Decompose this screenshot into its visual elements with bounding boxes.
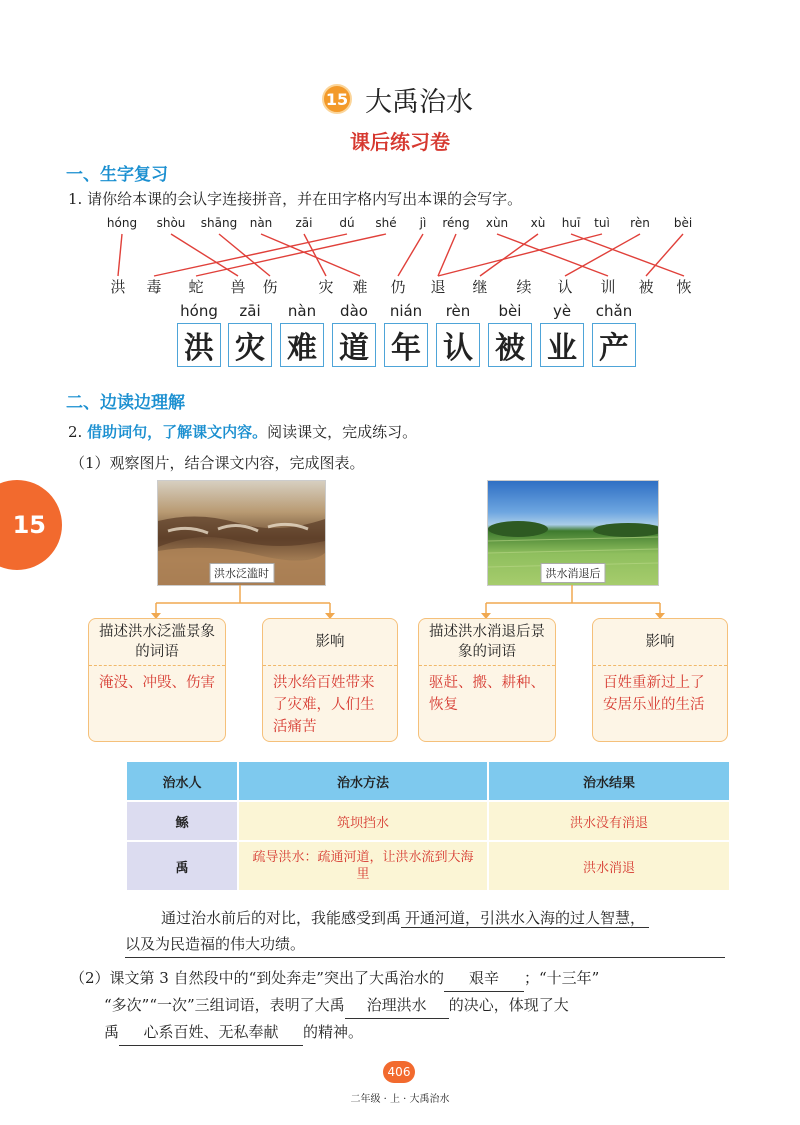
- info-box-answer: 百姓重新过上了安居乐业的生活: [603, 675, 705, 713]
- info-box-recede-words: [418, 618, 556, 742]
- tianzige-cell: 被: [488, 323, 532, 367]
- question-text: 禹: [104, 1023, 120, 1041]
- info-box-head: 描述洪水消退后景象的词语: [419, 619, 555, 666]
- question-2-focus: 借助词句，了解课文内容。: [87, 423, 268, 441]
- table-header-row: [126, 761, 730, 801]
- write-pinyin-item: nàn: [287, 302, 317, 320]
- flood-photo: [157, 480, 326, 586]
- info-box-answer: 驱赶、搬、耕种、恢复: [429, 675, 545, 713]
- tianzige-cell: 认: [436, 323, 480, 367]
- character-item: 仍: [390, 278, 406, 296]
- info-box-head: 影响: [263, 619, 397, 666]
- question-text: 的精神。: [303, 1023, 364, 1041]
- tianzige-cell: 产: [592, 323, 636, 367]
- write-pinyin-item: zāi: [239, 302, 261, 320]
- write-pinyin-item: nián: [389, 302, 423, 320]
- question-2-number: 2.: [68, 423, 83, 441]
- info-box-answer: 洪水给百姓带来了灾难，人们生活痛苦: [273, 675, 375, 735]
- answer-blank: 以及为民造福的伟大功绩。: [125, 931, 725, 958]
- field-photo-caption: 洪水消退后: [541, 563, 606, 583]
- paragraph-text: 通过治水前后的对比，我能感受到禹: [161, 909, 402, 927]
- write-pinyin-item: yè: [552, 302, 572, 320]
- question-text: “多次”“一次”三组词语，表明了大禹: [104, 996, 345, 1014]
- info-box-answer: 淹没、冲毁、伤害: [99, 675, 215, 691]
- pinyin-item: jì: [419, 216, 427, 230]
- pinyin-item: shòu: [156, 216, 186, 230]
- page-subtitle: 课后练习卷: [350, 130, 450, 154]
- tianzige-cell: 业: [540, 323, 584, 367]
- pinyin-item: bèi: [673, 216, 693, 230]
- table-header: 治水人: [126, 761, 238, 801]
- question-2: [68, 421, 417, 442]
- tianzige-cell: 灾: [228, 323, 272, 367]
- character-item: 恢: [676, 278, 692, 296]
- question-2-rest: 阅读课文，完成练习。: [267, 423, 418, 441]
- write-pinyin-item: rèn: [445, 302, 471, 320]
- tianzige-cell: 道: [332, 323, 376, 367]
- pinyin-item: xù: [530, 216, 546, 230]
- info-box-recede-impact: [592, 618, 728, 742]
- table-header: 治水结果: [488, 761, 730, 801]
- character-item: 继: [472, 278, 488, 296]
- pinyin-item: xùn: [485, 216, 509, 230]
- character-item: 洪: [110, 278, 126, 296]
- character-item: 兽: [230, 278, 246, 296]
- pinyin-item: réng: [442, 216, 470, 230]
- lesson-title: 大禹治水: [365, 87, 473, 118]
- character-item: 被: [638, 278, 654, 296]
- question-text: ；“十三年”: [523, 969, 600, 987]
- answer-blank: 开通河道，引洪水入海的过人智慧，: [401, 909, 649, 928]
- tianzige-cell: 年: [384, 323, 428, 367]
- write-pinyin-item: dào: [340, 302, 368, 320]
- footer-text: 二年级 · 上 · 大禹治水: [350, 1094, 450, 1105]
- sub-question-1: （1）观察图片，结合课文内容，完成图表。: [70, 454, 365, 472]
- pinyin-item: shāng: [200, 216, 238, 230]
- field-photo: [487, 480, 659, 586]
- tianzige-cell: 洪: [177, 323, 221, 367]
- flood-photo-caption: 洪水泛滥时: [209, 563, 274, 583]
- question-1: 1. 请你给本课的会认字连接拼音，并在田字格内写出本课的会写字。: [68, 190, 523, 208]
- flood-control-table: [125, 760, 731, 892]
- sub-question-2: [70, 965, 740, 1046]
- table-cell-result: 洪水没有消退: [488, 801, 730, 841]
- question-text: （2）课文第 3 自然段中的“到处奔走”突出了大禹治水的: [70, 969, 444, 987]
- character-item: 退: [430, 278, 446, 296]
- pinyin-item: shé: [375, 216, 397, 230]
- write-pinyin-item: chǎn: [595, 302, 633, 320]
- info-box-head: 影响: [593, 619, 727, 666]
- question-text: 的决心，体现了大: [448, 996, 569, 1014]
- answer-blank: 治理洪水: [345, 992, 449, 1019]
- pinyin-item: huī: [561, 216, 581, 230]
- info-box-flood-words: [88, 618, 226, 742]
- chapter-tab-badge: 15: [0, 480, 62, 570]
- comparison-paragraph: [125, 905, 735, 958]
- pinyin-item: rèn: [630, 216, 650, 230]
- write-pinyin-item: bèi: [498, 302, 522, 320]
- table-row: [126, 841, 730, 891]
- character-item: 灾: [318, 278, 334, 296]
- section1-heading: 一、生字复习: [66, 165, 168, 185]
- character-item: 毒: [146, 278, 162, 296]
- pinyin-item: dú: [339, 216, 355, 230]
- page-number: 406: [383, 1061, 415, 1083]
- character-item: 难: [352, 278, 368, 296]
- table-row: [126, 801, 730, 841]
- tianzige-cell: 难: [280, 323, 324, 367]
- answer-blank: 心系百姓、无私奉献: [119, 1019, 303, 1046]
- answer-blank: 艰辛: [444, 965, 524, 992]
- pinyin-item: nàn: [249, 216, 273, 230]
- table-cell-result: 洪水消退: [488, 841, 730, 891]
- info-box-head: 描述洪水泛滥景象的词语: [89, 619, 225, 666]
- table-cell-method: 筑坝挡水: [238, 801, 488, 841]
- character-item: 认: [557, 278, 573, 296]
- section2-heading: 二、边读边理解: [66, 393, 185, 413]
- write-pinyin-item: hóng: [180, 302, 218, 320]
- lesson-number-badge: 15: [322, 84, 352, 114]
- table-cell-person: 禹: [126, 841, 238, 891]
- character-item: 训: [600, 278, 616, 296]
- pinyin-item: tuì: [594, 216, 610, 230]
- info-box-flood-impact: [262, 618, 398, 742]
- table-header: 治水方法: [238, 761, 488, 801]
- character-item: 蛇: [188, 278, 204, 296]
- table-cell-method: 疏导洪水：疏通河道，让洪水流到大海里: [238, 841, 488, 891]
- pinyin-item: hóng: [106, 216, 138, 230]
- character-item: 伤: [262, 278, 278, 296]
- table-cell-person: 鲧: [126, 801, 238, 841]
- character-item: 续: [516, 278, 532, 296]
- pinyin-item: zāi: [295, 216, 313, 230]
